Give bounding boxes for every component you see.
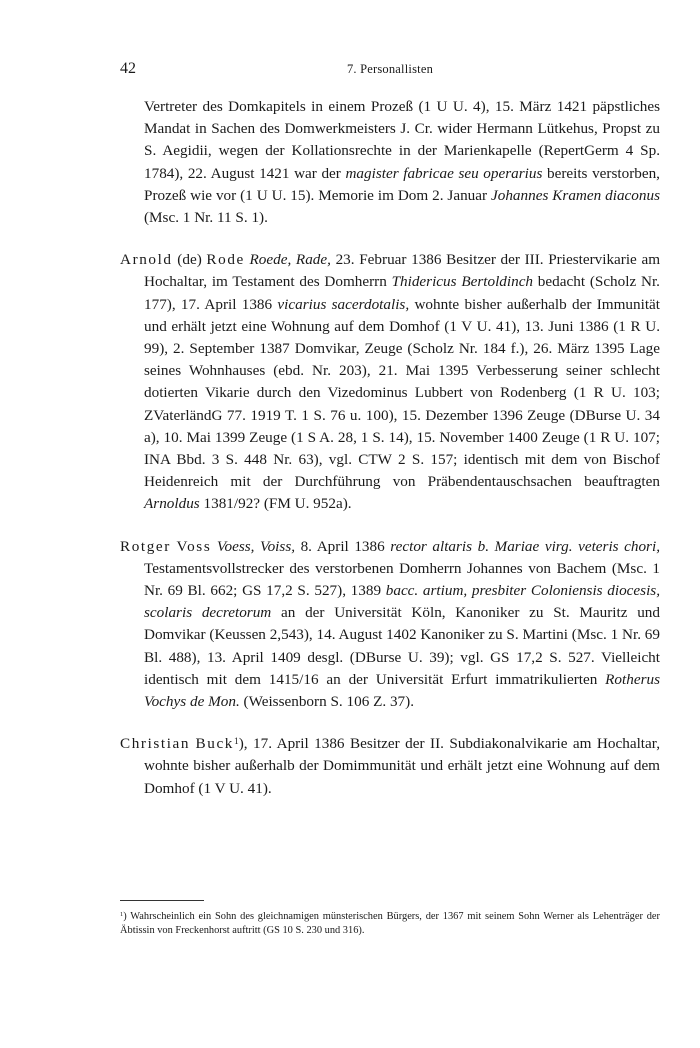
person-surname: Buck [195,735,235,753]
entry-text: (de) [172,251,207,269]
entry-text: Testamentsvollstrecker des verstorbenen Domherrn Johannes von Bachem (Msc. 1 Nr. 69 Bl. 662; GS 17,2 S. 527), 1389 [144,559,660,600]
entry-text: (Msc. 1 Nr. 11 S. 1). [144,209,268,227]
person-first-name: Christian [120,735,191,753]
entry-text: ), 17. April 1386 Besitzer der II. Subdiakonalvikarie am Hochaltar, wohnte bisher außerhalb der Domimmunität und erhält jetzt eine Wohnung auf dem Domhof (1 V U. 41). [144,735,660,797]
entry-latin-term: vicarius sacerdotalis, [277,295,410,313]
entry-text: 23. Februar 1386 Besitzer der III. Priestervikarie am Hochaltar, im Testament des Domherrn [144,251,661,291]
page-body [120,96,660,800]
entry-arnold-rode [120,249,660,515]
entry-latin-term: rector altaris b. Mariae virg. veteris chori, [390,537,660,555]
entry-text: bedacht (Scholz Nr. 177), 17. April 1386 [144,273,660,313]
entry-text: wohnte bisher außerhalb der Immunität und erhält jetzt eine Wohnung auf dem Domhof (1 V U. 41), 13. Juni 1386 (1 R U. 99), 2. September 1387 Domvikar, Zeuge (Scholz Nr. 184 f.), 26. März 1395 Lage seines Wohnhauses (ebd. Nr. 203), 21. Mai 1395 Verbesserung seiner schlecht dotierten Vikarie durch den Vizedominus Lubbert von Rodenberg (1 R U. 103; ZVaterländG 77. 1919 T. 1 S. 76 u. 100), 15. Dezember 1396 Zeuge (DBurse U. 34 a), 10. Mai 1399 Zeuge (1 S A. 28, 1 S. 14), 15. November 1400 Zeuge (1 R U. 107; INA Bbd. 3 S. 448 Nr. 63), vgl. CTW 2 S. 157; identisch mit dem von Bischof Heidenreich mit der Durchführung von Präbendentauschsachen beauftragten [144,295,660,491]
entry-text: 1381/92? (FM U. 952a). [199,495,352,513]
name-variants: Roede, Rade, [249,251,331,269]
person-surname: Rode [206,251,245,269]
entry-christian-buck [120,733,660,800]
entry-text: Vertreter des Domkapitels in einem Prozeß (1 U U. 4), 15. März 1421 päpstliches Mandat in Sachen des Domwerkmeisters J. Cr. wider Hermann Lütkehus, Propst zu S. Aegidii, wegen der Kollationsrechte in der Marienkapelle (RepertGerm 4 Sp. 1784), 22. August 1421 war der [144,98,660,182]
person-first-name: Rotger [120,537,171,555]
entry-text: bereits verstorben, Prozeß wie vor (1 U U. 15). Memorie im Dom 2. Januar [144,164,660,204]
person-first-name: Arnold [120,251,173,269]
footnote-reference[interactable]: 1 [234,737,239,748]
entry-rotger-voss [120,536,660,714]
entry-text: 8. April 1386 [295,537,391,555]
entry-latin-name: Thidericus Bertoldinch [391,273,534,291]
footnote-marker: 1 [120,911,124,919]
footnote-text: ) Wahrscheinlich ein Sohn des gleichnamigen münsterischen Bürgers, der 1367 mit seinem Sohn Werner als Lehenträger der Äbtissin von Freckenhorst auftritt (GS 10 S. 230 und 316). [120,911,660,936]
page-number: 42 [120,60,136,77]
entry-latin-name: Rotherus Vochys de Mon. [144,670,660,711]
footnote [120,910,660,938]
entry-continuation [120,96,660,229]
entry-latin-name: Arnoldus [144,495,200,513]
running-head: 7. Personallisten [346,62,434,76]
page-header [120,60,660,80]
entry-latin-term: bacc. artium, presbiter Coloniensis diocesis, scolaris decretorum [144,582,660,622]
entry-text: (Weissenborn S. 106 Z. 37). [239,693,415,711]
entry-text: an der Universität Köln, Kanoniker zu St. Mauritz und Domvikar (Keussen 2,543), 14. August 1402 Kanoniker zu S. Martini (Msc. 1 Nr. 69 Bl. 488), 13. April 1409 desgl. (DBurse U. 39); vgl. GS 17,2 S. 527. Vielleicht identisch mit dem 1415/16 an der Universität Erfurt immatrikulierten [144,604,660,688]
person-surname: Voss [176,537,212,555]
footnote-divider [120,900,204,901]
entry-latin-term: magister fabricae seu operarius [345,164,543,182]
name-variants: Voess, Voiss, [216,537,296,555]
entry-latin-name: Johannes Kramen diaconus [491,186,660,204]
